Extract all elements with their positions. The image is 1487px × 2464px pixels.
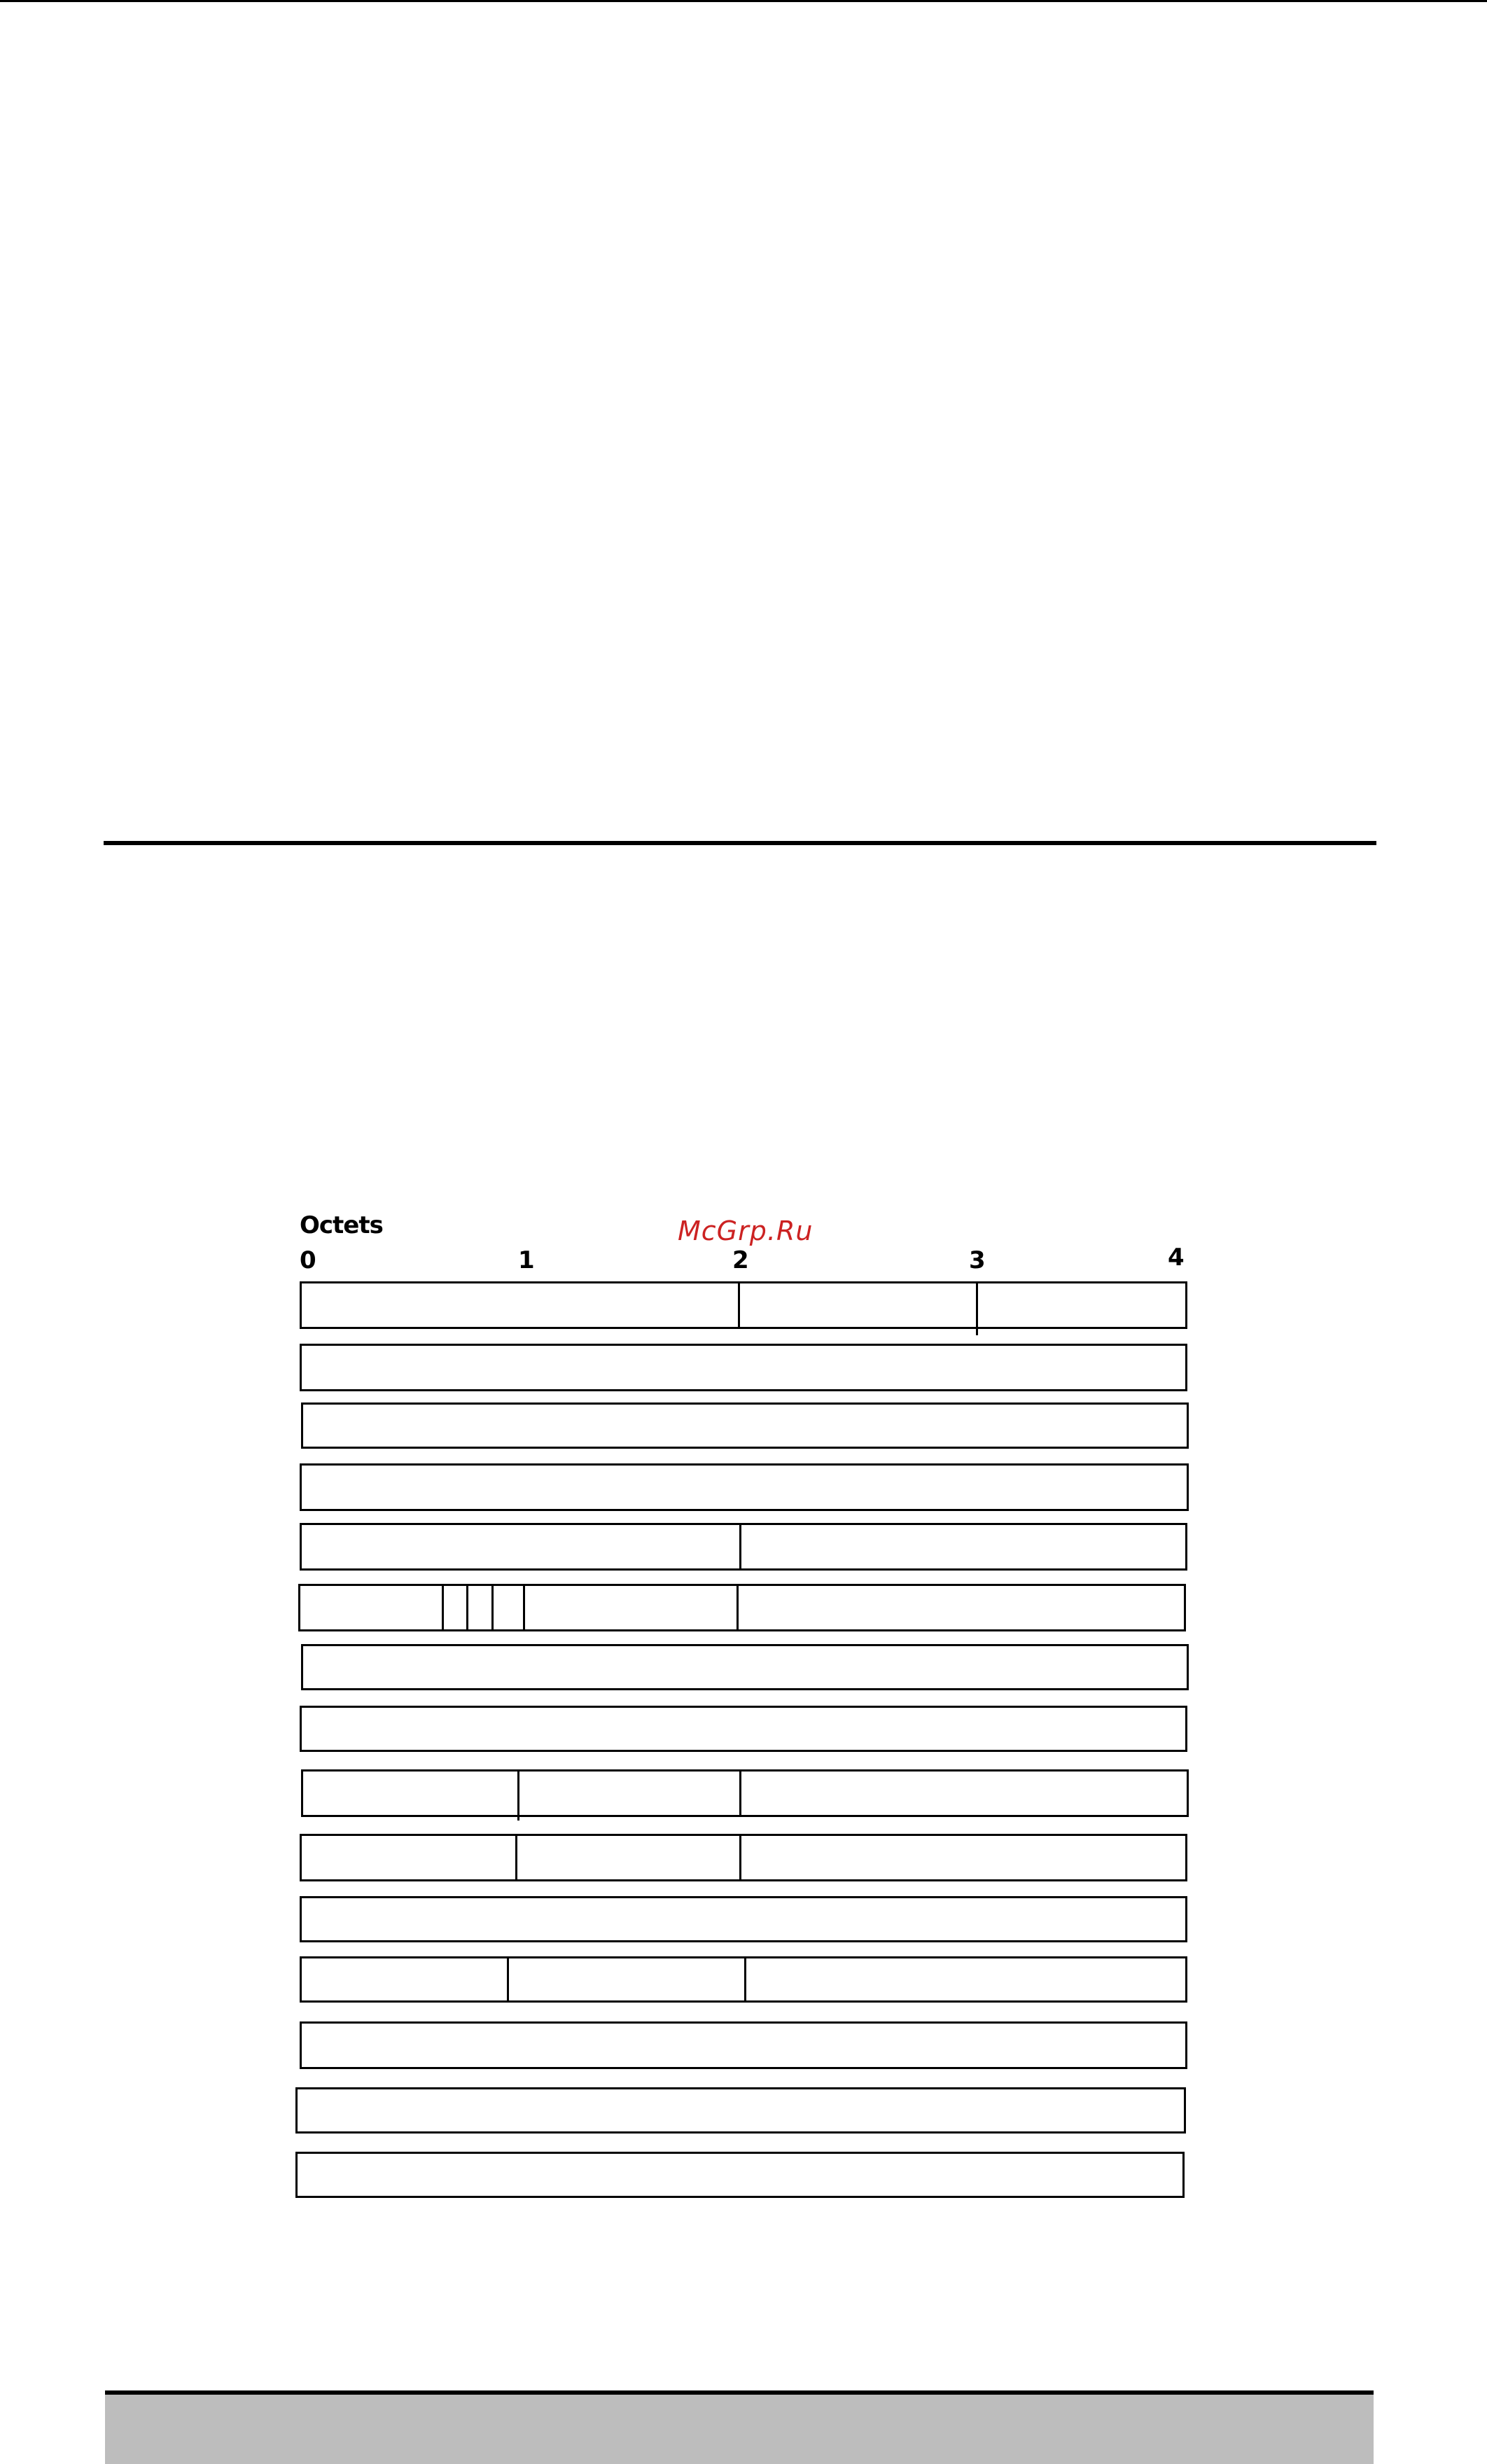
field-row [301, 1769, 1189, 1817]
octet-tick-0: 0 [300, 1246, 316, 1274]
octet-tick-1: 1 [518, 1246, 535, 1274]
field-row [298, 1584, 1186, 1631]
field-divider [466, 1586, 468, 1629]
footer-bar [105, 2390, 1374, 2464]
octet-tick-4: 4 [1168, 1244, 1185, 1272]
field-divider [739, 1525, 741, 1568]
field-row [300, 1281, 1187, 1329]
field-divider [523, 1586, 525, 1629]
field-divider [976, 1283, 978, 1335]
octet-tick-3: 3 [969, 1246, 986, 1274]
field-divider [738, 1283, 740, 1327]
field-row [295, 2152, 1185, 2198]
field-divider [491, 1586, 494, 1629]
field-divider [739, 1772, 741, 1815]
field-divider [736, 1586, 739, 1629]
field-row [300, 2021, 1187, 2069]
octets-axis-label: Octets [300, 1211, 383, 1239]
field-row [301, 1402, 1189, 1449]
field-row [300, 1463, 1189, 1511]
field-row [300, 1706, 1187, 1752]
field-row [300, 1344, 1187, 1391]
field-divider [744, 1958, 746, 2000]
field-row [300, 1523, 1187, 1571]
field-divider [739, 1836, 741, 1879]
section-divider [104, 841, 1376, 845]
field-row [300, 1834, 1187, 1881]
field-divider [507, 1958, 509, 2000]
octet-tick-2: 2 [732, 1246, 749, 1274]
watermark: McGrp.Ru [678, 1216, 814, 1246]
field-row [301, 1644, 1189, 1690]
field-divider [517, 1772, 519, 1821]
field-row [300, 1956, 1187, 2003]
field-divider [515, 1836, 517, 1879]
field-row [300, 1896, 1187, 1942]
field-row [295, 2087, 1186, 2134]
top-rule [0, 0, 1487, 2]
field-divider [442, 1586, 444, 1629]
